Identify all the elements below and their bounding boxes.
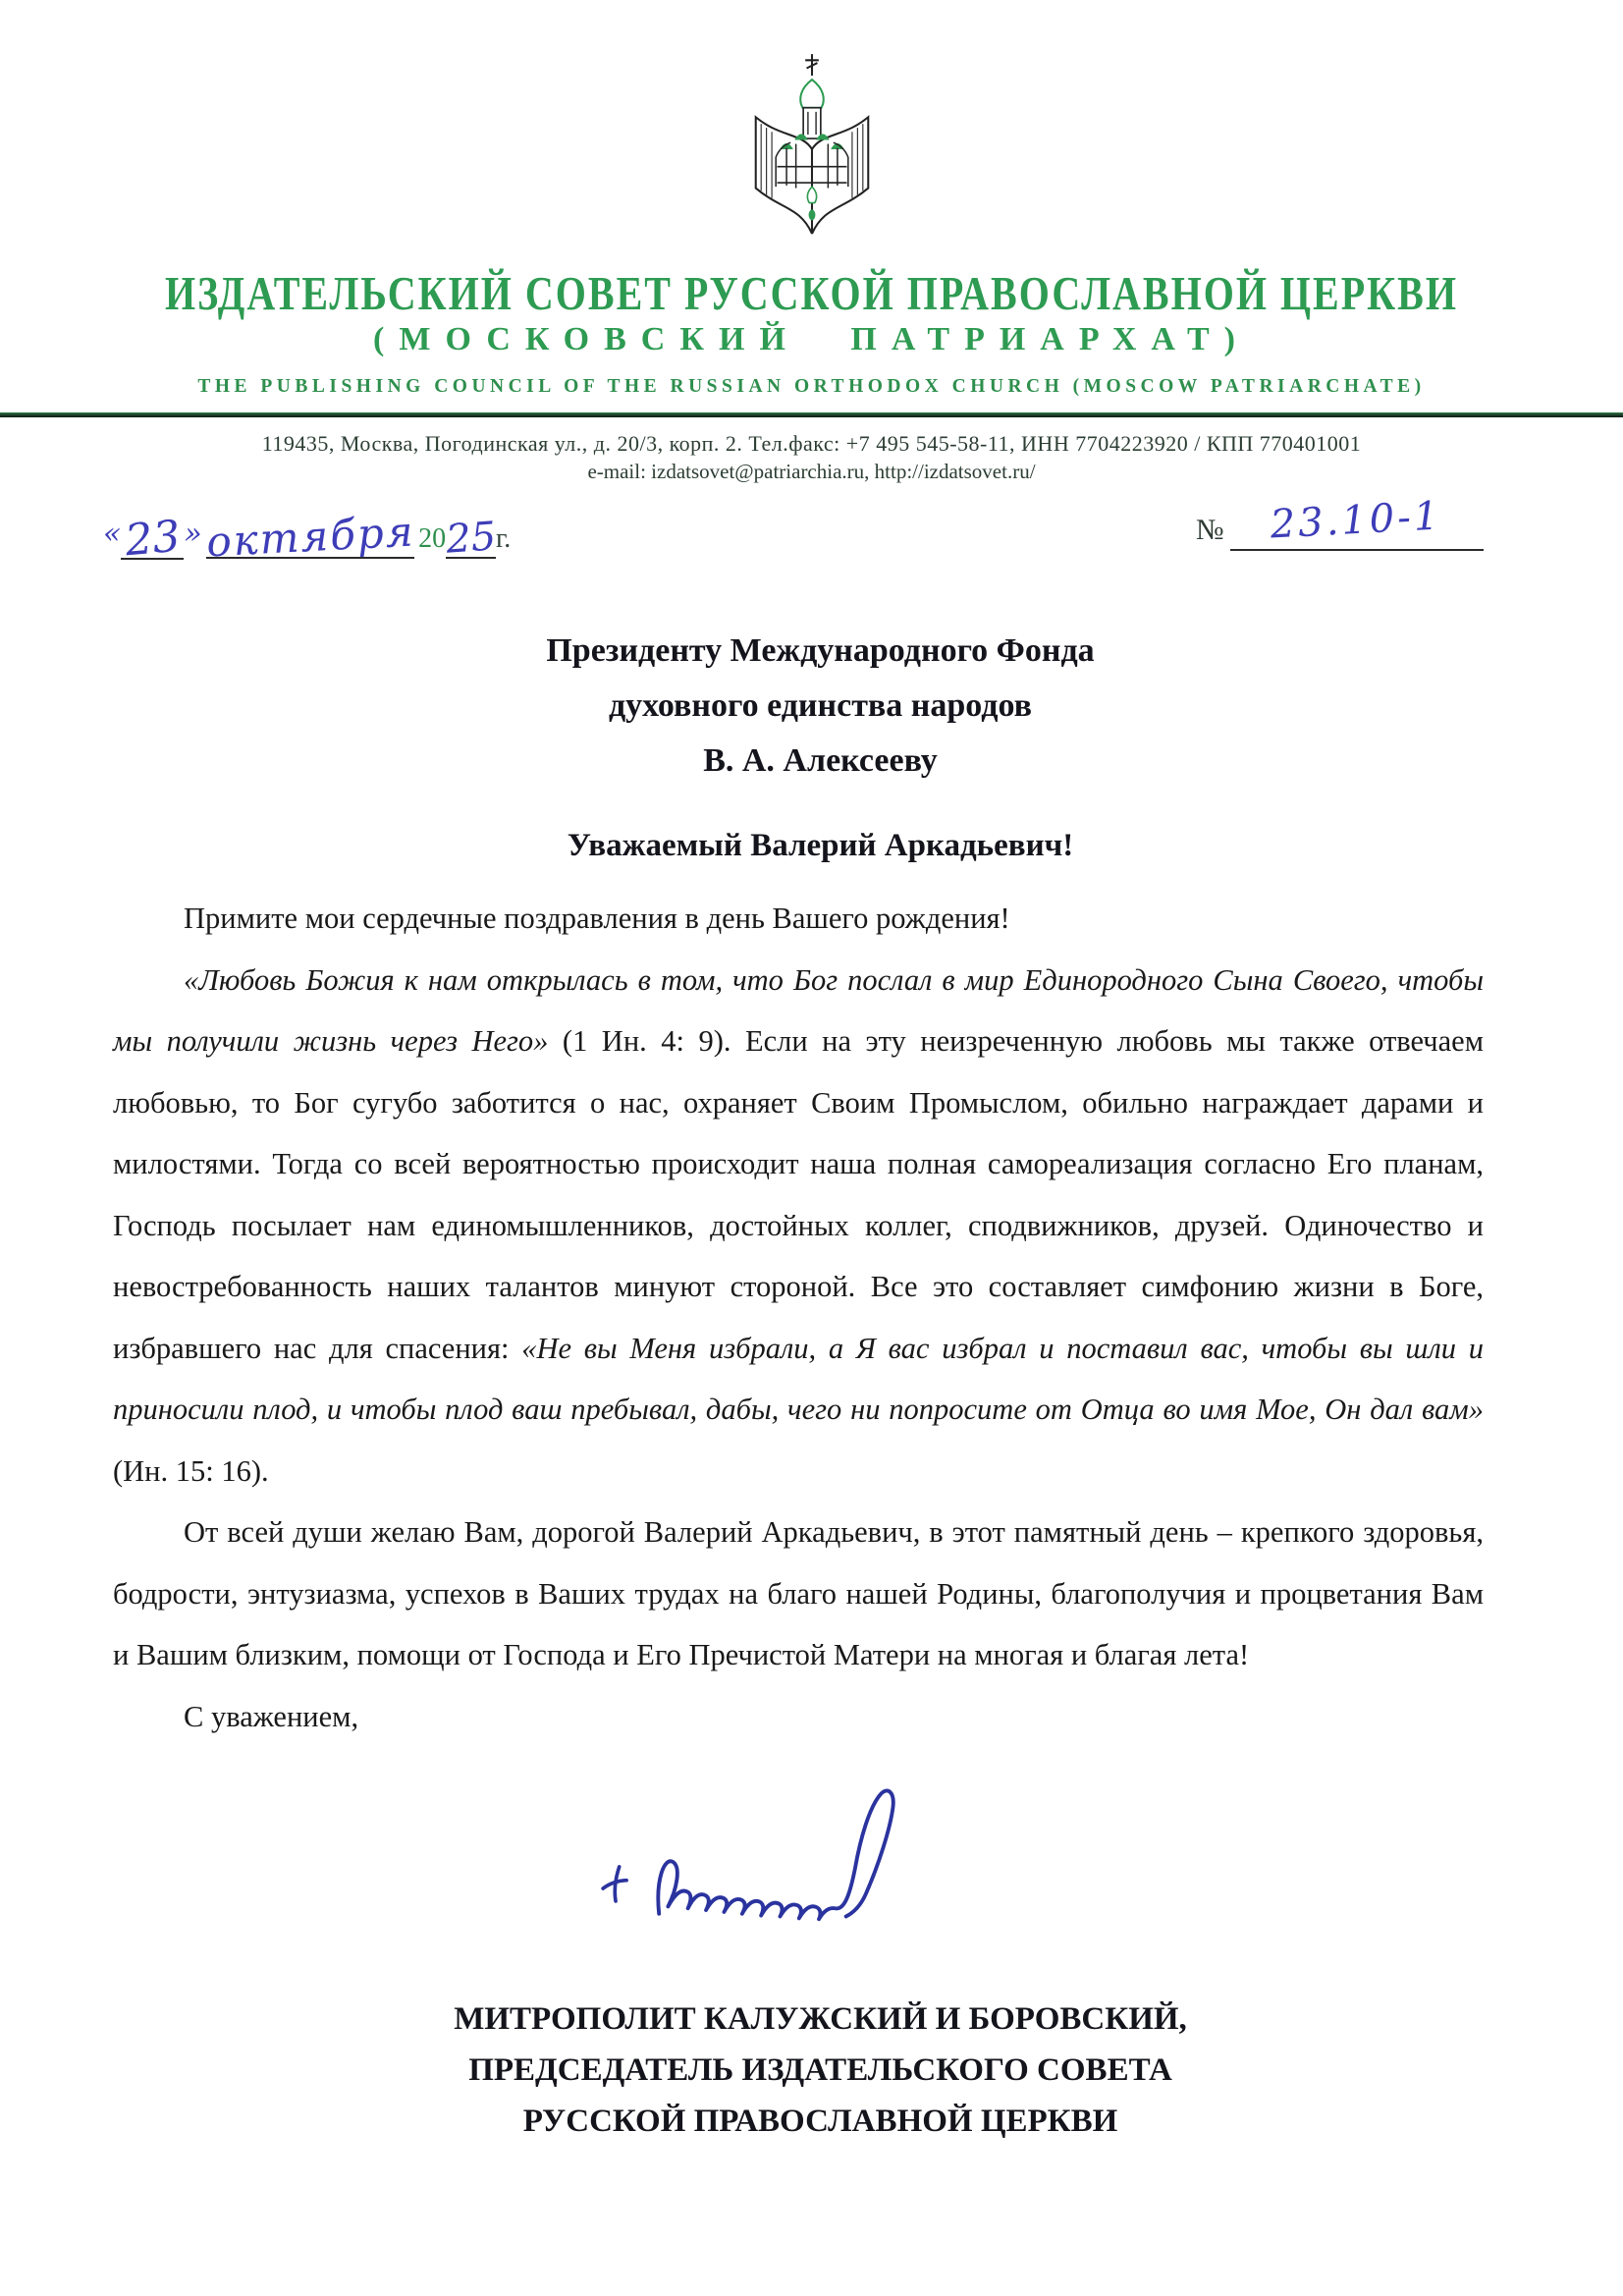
org-email-web: e-mail: izdatsovet@patriarchia.ru, http://izdatsovet.ru/	[587, 460, 1036, 483]
document-number-handwritten: 23.10-1	[1269, 493, 1443, 548]
date-number-row	[0, 493, 1623, 580]
handwritten-signature-icon	[550, 1753, 1021, 1979]
date-year-suffix: г.	[495, 523, 512, 554]
org-name-ru-alt: (МОСКОВСКИЙ ПАТРИАРХАТ)	[373, 321, 1250, 357]
date-month-underline	[204, 507, 416, 567]
letterhead	[0, 0, 1623, 484]
date-century-printed: 20	[418, 523, 447, 554]
publishing-council-emblem-icon	[0, 0, 1623, 251]
date-year-underline	[444, 512, 498, 563]
signature-area	[0, 1748, 1623, 1994]
org-name-ru: ИЗДАТЕЛЬСКИЙ СОВЕТ РУССКОЙ ПРАВОСЛАВНОЙ ЦЕРКВИ	[165, 266, 1458, 321]
date-month-handwritten: октября	[204, 507, 416, 567]
letter-body	[113, 888, 1484, 1747]
addressee-line-3: В. А. Алексееву	[703, 742, 938, 780]
date-day-underline	[121, 508, 184, 567]
org-name-en: THE PUBLISHING COUNCIL OF THE RUSSIAN ORTHODOX CHURCH (MOSCOW PATRIARCHATE)	[197, 376, 1426, 397]
paragraph-congratulation: Примите мои сердечные поздравления в день Вашего рождения!	[184, 902, 1010, 936]
scripture-quote-2: «Не вы Меня избрали, а Я вас избрал и поставил вас, чтобы вы шли и приносили плод, и чтобы плод ваш пребывал, дабы, чего ни попросите от Отца во имя Мое, Он дал вам»	[113, 1331, 1484, 1427]
date-quote-open: «	[103, 517, 122, 551]
closing-phrase: С уважением,	[184, 1699, 359, 1733]
signer-title-block	[0, 1994, 1623, 2147]
signer-line-3: РУССКОЙ ПРАВОСЛАВНОЙ ЦЕРКВИ	[522, 2103, 1118, 2139]
paragraph-wishes: От всей души желаю Вам, дорогой Валерий Аркадьевич, в этот памятный день – крепкого здоровья, бодрости, энтузиазма, успехов в Ваших трудах на благо нашей Родины, благополучия и процветания Вам и Вашим близким, помощи от Господа и Его Пречистой Матери на многая и благая лета!	[113, 1515, 1484, 1672]
document-number-underline	[1230, 493, 1484, 551]
document-number-field	[1196, 493, 1484, 551]
signer-line-2: ПРЕДСЕДАТЕЛЬ ИЗДАТЕЛЬСКОГО СОВЕТА	[468, 2051, 1172, 2088]
addressee-line-2: духовного единства народов	[608, 687, 1032, 725]
scripture-quote-1: «Любовь Божия к нам открылась в том, что Бог послал в мир Единородного Сына Своего, чтобы мы получили жизнь через Него»	[113, 962, 1484, 1059]
scripture-ref-1: (1 Ин. 4: 9).	[548, 1024, 745, 1059]
org-address: 119435, Москва, Погодинская ул., д. 20/3, корп. 2. Тел.факс: +7 495 545-58-11, ИНН 7704223920 / КПП 770401001	[261, 431, 1362, 456]
signer-line-1: МИТРОПОЛИТ КАЛУЖСКИЙ И БОРОВСКИЙ,	[454, 2000, 1187, 2037]
addressee-line-1: Президенту Международного Фонда	[546, 632, 1095, 669]
salutation: Уважаемый Валерий Аркадьевич!	[567, 828, 1074, 864]
date-field	[103, 507, 512, 567]
addressee-block	[0, 624, 1623, 789]
paragraph-scripture	[113, 950, 1484, 1503]
date-day-handwritten: 23	[123, 511, 183, 567]
paragraph-scripture-text: Если на эту неизреченную любовь мы также отвечаем любовью, то Бог сугубо заботится о нас, охраняет Своим Промыслом, обильно награждает дарами и милостями. Тогда со всей вероятностью происходит наша полная самореализация согласно Его планам, Господь посылает нам единомышленников, достойных коллег, сподвижников, друзей. Одиночество и невостребованность наших талантов минуют стороной. Все это составляет симфонию жизни в Боге, избравшего нас для спасения:	[113, 1024, 1485, 1365]
date-year-handwritten: 25	[444, 514, 498, 563]
scripture-ref-2: (Ин. 15: 16).	[113, 1453, 269, 1488]
letterhead-divider	[0, 412, 1623, 417]
date-quote-close: »	[184, 517, 202, 551]
number-sign-label: №	[1196, 514, 1224, 546]
